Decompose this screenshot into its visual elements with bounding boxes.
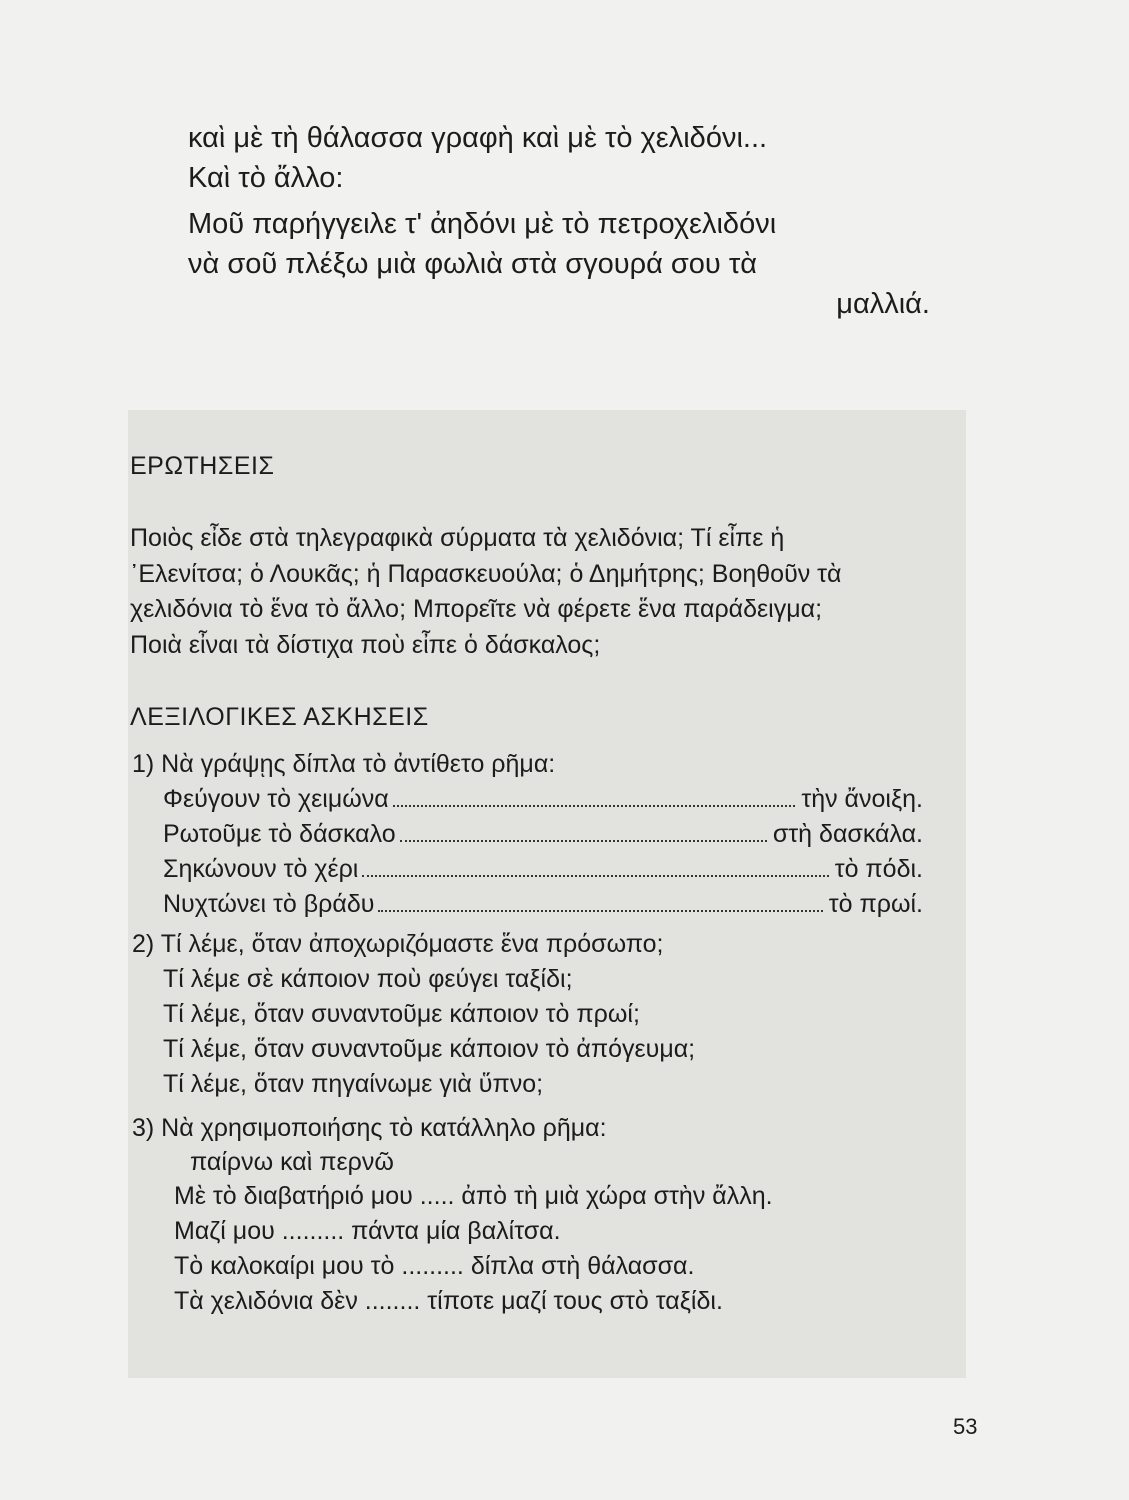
poem-excerpt [188,118,948,324]
antonym-ending: στὴ δασκάλα. [772,820,923,848]
poem-line: καὶ μὲ τὴ θάλασσα γραφὴ καὶ μὲ τὸ χελιδόνι... [188,122,768,154]
exercise-2-question: Τί λέμε σὲ κάποιον ποὺ φεύγει ταξίδι; [163,965,573,993]
antonym-row [130,887,923,922]
antonym-row [130,852,923,887]
question-line: Ποιὸς εἶδε στὰ τηλεγραφικὰ σύρματα τὰ χελιδόνια; Τί εἶπε ἡ [130,524,785,552]
exercise-3-verbs: παίρνω καὶ περνῶ [190,1148,394,1176]
exercises-heading: ΛΕΞΙΛΟΓΙΚΕΣ ΑΣΚΗΣΕΙΣ [130,703,429,731]
question-line: χελιδόνια τὸ ἕνα τὸ ἄλλο; Μπορεῖτε νὰ φέρετε ἕνα παράδειγμα; [130,595,823,623]
exercise-2-question: Τί λέμε, ὅταν συναντοῦμε κάποιον τὸ ἀπόγευμα; [163,1035,696,1063]
antonym-ending: τὴν ἄνοιξη. [801,785,923,813]
exercise-3-sentence: Τὸ καλοκαίρι μου τὸ ......... δίπλα στὴ θάλασσα. [174,1252,695,1280]
fill-in-blank[interactable] [400,840,767,842]
antonym-ending: τὸ πόδι. [834,855,923,883]
poem-line: Καὶ τὸ ἄλλο: [188,162,344,194]
exercise-3-sentence: Μὲ τὸ διαβατήριό μου ..... ἀπὸ τὴ μιὰ χώρα στὴν ἄλλη. [174,1182,773,1210]
exercise-3-sentence: Τὰ χελιδόνια δὲν ........ τίποτε μαζί τους στὸ ταξίδι. [174,1287,723,1315]
exercise-2-title: 2) Τί λέμε, ὅταν ἀποχωριζόμαστε ἕνα πρόσωπο; [132,930,664,958]
antonym-row [130,782,923,817]
antonym-prompt: Ρωτοῦμε τὸ δάσκαλο [163,820,396,848]
poem-line: μαλλιά. [836,288,930,320]
antonym-ending: τὸ πρωί. [828,890,923,918]
antonym-prompt: Νυχτώνει τὸ βράδυ [163,890,375,918]
exercise-1 [130,746,965,922]
question-line: ᾿Ελενίτσα; ὁ Λουκᾶς; ἡ Παρασκευούλα; ὁ Δημήτρης; Βοηθοῦν τὰ [130,559,842,588]
poem-line: Μοῦ παρήγγειλε τ' ἀηδόνι μὲ τὸ πετροχελιδόνι [188,208,777,240]
antonym-prompt: Φεύγουν τὸ χειμώνα [163,785,389,813]
fill-in-blank[interactable] [393,805,796,807]
exercise-1-title: 1) Νὰ γράψῃς δίπλα τὸ ἀντίθετο ρῆμα: [132,750,556,778]
questions-heading: ΕΡΩΤΗΣΕΙΣ [130,452,275,480]
poem-line: νὰ σοῦ πλέξω μιὰ φωλιὰ στὰ σγουρά σου τὰ [188,248,758,280]
exercise-content [130,452,965,1319]
exercise-3 [130,1110,965,1319]
question-line: Ποιὰ εἶναι τὰ δίστιχα ποὺ εἶπε ὁ δάσκαλος; [130,630,601,659]
antonym-row [130,817,923,852]
page-number: 53 [953,1414,978,1439]
fill-in-blank[interactable] [378,910,822,912]
fill-in-blank[interactable] [362,875,828,877]
exercise-3-sentence: Μαζί μου ......... πάντα μία βαλίτσα. [174,1217,561,1245]
exercise-2-question: Τί λέμε, ὅταν πηγαίνωμε γιὰ ὕπνο; [163,1070,544,1098]
antonym-prompt: Σηκώνουν τὸ χέρι [163,855,359,883]
exercise-2-question: Τί λέμε, ὅταν συναντοῦμε κάποιον τὸ πρωί; [163,1000,640,1028]
questions-paragraph [130,521,965,663]
exercise-3-title: 3) Νὰ χρησιμοποιήσης τὸ κατάλληλο ρῆμα: [132,1114,607,1142]
exercise-2 [130,926,965,1102]
